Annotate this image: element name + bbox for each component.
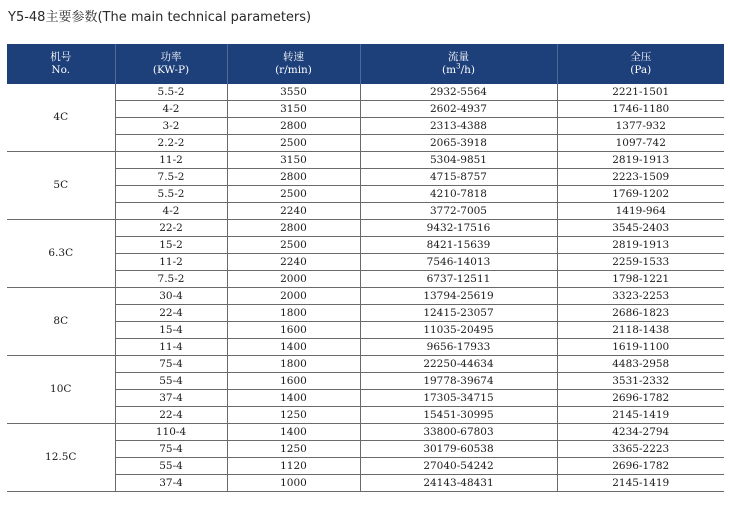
cell-flow: 9432-17516	[360, 220, 557, 237]
cell-flow: 15451-30995	[360, 407, 557, 424]
cell-flow: 12415-23057	[360, 305, 557, 322]
header-model-cn: 机号	[50, 51, 72, 63]
cell-speed: 2000	[227, 288, 360, 305]
table-row	[7, 220, 724, 237]
cell-pressure: 1746-1180	[557, 101, 724, 118]
cell-flow: 3772-7005	[360, 203, 557, 220]
cell-flow: 33800-67803	[360, 424, 557, 441]
cell-speed: 1400	[227, 339, 360, 356]
cell-power: 4-2	[115, 203, 227, 220]
table-row	[7, 373, 724, 390]
table-body	[7, 84, 724, 492]
cell-pressure: 1097-742	[557, 135, 724, 152]
cell-flow: 27040-54242	[360, 458, 557, 475]
table-row	[7, 322, 724, 339]
cell-flow: 19778-39674	[360, 373, 557, 390]
header-flow-en	[361, 64, 557, 77]
cell-speed: 3150	[227, 152, 360, 169]
cell-speed: 1000	[227, 475, 360, 492]
cell-model: 10C	[7, 356, 115, 424]
cell-pressure: 1798-1221	[557, 271, 724, 288]
cell-pressure: 2696-1782	[557, 458, 724, 475]
cell-speed: 2240	[227, 203, 360, 220]
cell-speed: 1800	[227, 356, 360, 373]
header-power-cn: 功率	[160, 51, 182, 63]
table-row	[7, 169, 724, 186]
table-row	[7, 186, 724, 203]
cell-power: 3-2	[115, 118, 227, 135]
cell-power: 15-4	[115, 322, 227, 339]
cell-pressure: 2223-1509	[557, 169, 724, 186]
cell-speed: 1250	[227, 407, 360, 424]
table-row	[7, 254, 724, 271]
cell-power: 55-4	[115, 373, 227, 390]
cell-pressure: 2819-1913	[557, 237, 724, 254]
header-flow-en-sup: 3	[456, 62, 461, 71]
table-row	[7, 339, 724, 356]
cell-power: 110-4	[115, 424, 227, 441]
table-row	[7, 424, 724, 441]
cell-speed: 2500	[227, 237, 360, 254]
cell-flow: 2602-4937	[360, 101, 557, 118]
cell-pressure: 2259-1533	[557, 254, 724, 271]
table-row	[7, 271, 724, 288]
cell-power: 75-4	[115, 356, 227, 373]
cell-power: 55-4	[115, 458, 227, 475]
cell-speed: 3550	[227, 84, 360, 101]
cell-speed: 1250	[227, 441, 360, 458]
cell-pressure: 1619-1100	[557, 339, 724, 356]
cell-flow: 4210-7818	[360, 186, 557, 203]
cell-power: 5.5-2	[115, 84, 227, 101]
cell-model: 5C	[7, 152, 115, 220]
table-row	[7, 152, 724, 169]
cell-power: 75-4	[115, 441, 227, 458]
cell-pressure: 1419-964	[557, 203, 724, 220]
header-model-en: No.	[51, 64, 71, 76]
cell-pressure: 3531-2332	[557, 373, 724, 390]
cell-flow: 30179-60538	[360, 441, 557, 458]
header-speed-en: (r/min)	[275, 64, 312, 76]
table-row	[7, 203, 724, 220]
cell-flow: 11035-20495	[360, 322, 557, 339]
table-row	[7, 237, 724, 254]
cell-flow: 2065-3918	[360, 135, 557, 152]
table-row	[7, 407, 724, 424]
cell-power: 7.5-2	[115, 169, 227, 186]
cell-power: 30-4	[115, 288, 227, 305]
table-row	[7, 118, 724, 135]
cell-model: 12.5C	[7, 424, 115, 492]
cell-model: 4C	[7, 84, 115, 152]
cell-pressure: 3545-2403	[557, 220, 724, 237]
cell-pressure: 1769-1202	[557, 186, 724, 203]
cell-power: 4-2	[115, 101, 227, 118]
cell-speed: 3150	[227, 101, 360, 118]
cell-flow: 24143-48431	[360, 475, 557, 492]
cell-flow: 2932-5564	[360, 84, 557, 101]
header-power	[115, 44, 227, 84]
cell-pressure: 1377-932	[557, 118, 724, 135]
cell-pressure: 2819-1913	[557, 152, 724, 169]
cell-pressure: 2118-1438	[557, 322, 724, 339]
header-flow-cn: 流量	[448, 51, 469, 63]
cell-power: 11-2	[115, 152, 227, 169]
cell-flow: 7546-14013	[360, 254, 557, 271]
table-row	[7, 84, 724, 101]
cell-speed: 1600	[227, 373, 360, 390]
table-row	[7, 475, 724, 492]
cell-speed: 2800	[227, 169, 360, 186]
cell-speed: 1400	[227, 390, 360, 407]
cell-flow: 8421-15639	[360, 237, 557, 254]
cell-model: 8C	[7, 288, 115, 356]
cell-power: 5.5-2	[115, 186, 227, 203]
cell-power: 11-2	[115, 254, 227, 271]
cell-flow: 17305-34715	[360, 390, 557, 407]
cell-flow: 5304-9851	[360, 152, 557, 169]
cell-power: 7.5-2	[115, 271, 227, 288]
cell-pressure: 3323-2253	[557, 288, 724, 305]
cell-speed: 1400	[227, 424, 360, 441]
header-flow-en-suffix: /h)	[460, 64, 475, 76]
table-header	[7, 44, 724, 84]
cell-power: 2.2-2	[115, 135, 227, 152]
cell-pressure: 2696-1782	[557, 390, 724, 407]
header-pressure-en: (Pa)	[630, 64, 652, 76]
cell-speed: 2800	[227, 118, 360, 135]
cell-model: 6.3C	[7, 220, 115, 288]
table-row	[7, 356, 724, 373]
cell-speed: 1600	[227, 322, 360, 339]
cell-pressure: 4483-2958	[557, 356, 724, 373]
header-pressure-cn: 全压	[630, 51, 652, 63]
table-row	[7, 458, 724, 475]
table-row	[7, 305, 724, 322]
cell-power: 37-4	[115, 390, 227, 407]
header-speed-cn: 转速	[283, 51, 304, 63]
cell-flow: 6737-12511	[360, 271, 557, 288]
cell-speed: 2500	[227, 135, 360, 152]
table-row	[7, 288, 724, 305]
cell-speed: 1120	[227, 458, 360, 475]
cell-power: 11-4	[115, 339, 227, 356]
header-model	[7, 44, 115, 84]
cell-flow: 22250-44634	[360, 356, 557, 373]
page-title: Y5-48主要参数(The main technical parameters)	[8, 10, 312, 25]
header-speed	[227, 44, 360, 84]
header-pressure	[557, 44, 724, 84]
cell-power: 22-4	[115, 407, 227, 424]
cell-pressure: 3365-2223	[557, 441, 724, 458]
cell-speed: 2500	[227, 186, 360, 203]
cell-pressure: 4234-2794	[557, 424, 724, 441]
cell-pressure: 2221-1501	[557, 84, 724, 101]
cell-flow: 13794-25619	[360, 288, 557, 305]
header-flow-en-prefix: (m	[442, 64, 457, 76]
cell-power: 22-4	[115, 305, 227, 322]
parameters-table	[7, 44, 724, 492]
header-power-en: (KW-P)	[152, 64, 190, 76]
table-row	[7, 101, 724, 118]
cell-speed: 2240	[227, 254, 360, 271]
table-row	[7, 390, 724, 407]
cell-speed: 2000	[227, 271, 360, 288]
cell-power: 37-4	[115, 475, 227, 492]
table-row	[7, 441, 724, 458]
cell-pressure: 2145-1419	[557, 407, 724, 424]
cell-pressure: 2145-1419	[557, 475, 724, 492]
cell-power: 22-2	[115, 220, 227, 237]
header-flow	[360, 44, 557, 84]
cell-speed: 2800	[227, 220, 360, 237]
cell-flow: 4715-8757	[360, 169, 557, 186]
cell-flow: 2313-4388	[360, 118, 557, 135]
cell-power: 15-2	[115, 237, 227, 254]
cell-speed: 1800	[227, 305, 360, 322]
cell-pressure: 2686-1823	[557, 305, 724, 322]
table-row	[7, 135, 724, 152]
cell-flow: 9656-17933	[360, 339, 557, 356]
